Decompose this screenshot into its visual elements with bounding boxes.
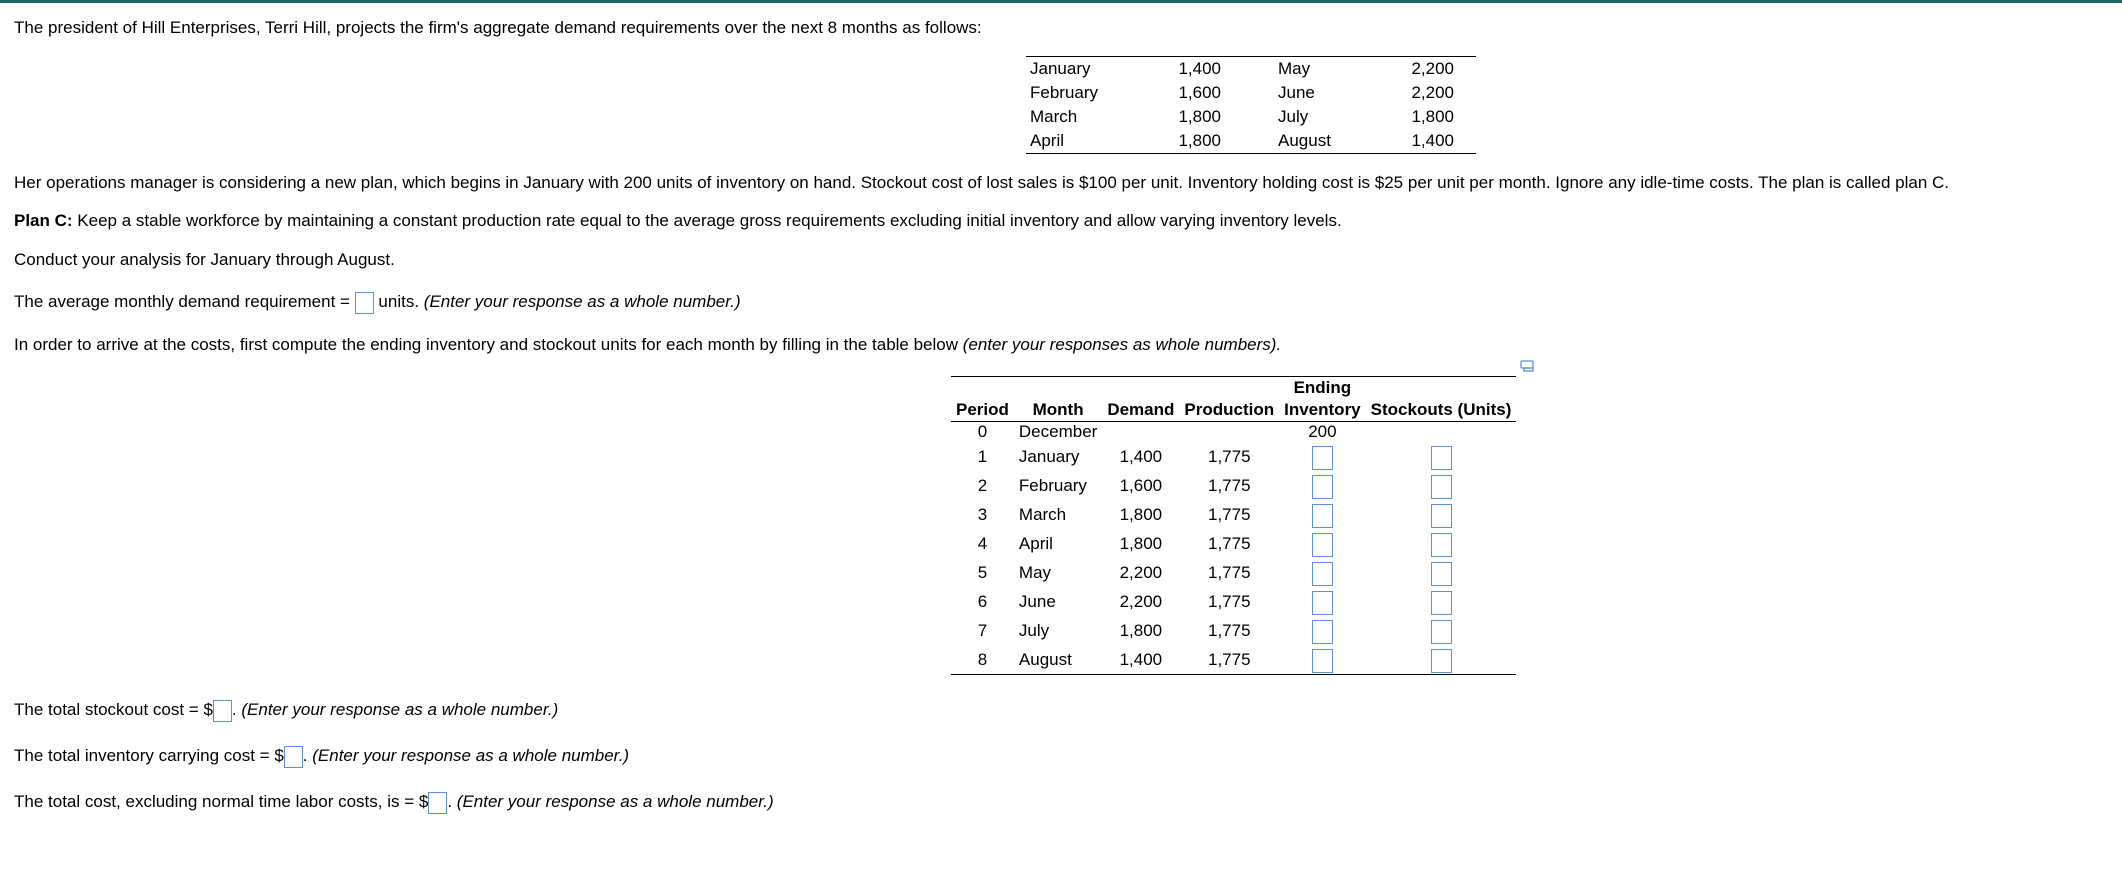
- period-cell: 8: [951, 645, 1014, 675]
- demand-month-right: August: [1221, 129, 1397, 154]
- month-cell: March: [1018, 505, 1067, 524]
- demand-value-right: 2,200: [1411, 83, 1454, 102]
- production-cell: 1,775: [1207, 505, 1251, 524]
- carrying-cost-prefix: The total inventory carrying cost = $: [14, 746, 284, 765]
- month-cell: August: [1014, 645, 1102, 675]
- demand-cell: 1,800: [1119, 534, 1163, 553]
- header-ending-top: Ending: [1279, 377, 1366, 400]
- stockout-cost-hint: (Enter your response as a whole number.): [241, 700, 559, 719]
- intro-text: The president of Hill Enterprises, Terri Hill, projects the firm's aggregate demand requirements over the next 8 months as follows:: [14, 18, 982, 37]
- stockouts-input[interactable]: [1431, 649, 1452, 673]
- stockouts-cell: [1366, 558, 1517, 587]
- demand-month-left: February: [1030, 83, 1099, 102]
- ending-inventory-cell: [1279, 500, 1366, 529]
- avg-demand-suffix: units.: [373, 292, 424, 311]
- period-cell: 5: [977, 563, 988, 582]
- ending-inventory-cell: [1279, 558, 1366, 587]
- table-row: [951, 471, 1516, 500]
- stockouts-input[interactable]: [1431, 620, 1452, 644]
- production-cell: 1,775: [1207, 592, 1251, 611]
- production-cell: 1,775: [1207, 476, 1251, 495]
- stockouts-cell: [1366, 645, 1517, 675]
- demand-value-right: 1,800: [1411, 107, 1454, 126]
- conduct-text: Conduct your analysis for January through August.: [14, 250, 395, 269]
- stockouts-cell: [1366, 616, 1517, 645]
- avg-demand-input[interactable]: [355, 292, 374, 314]
- total-cost-hint: (Enter your response as a whole number.): [456, 792, 774, 811]
- total-cost-suffix: .: [447, 792, 457, 811]
- total-cost-prefix: The total cost, excluding normal time labor costs, is = $: [14, 792, 429, 811]
- plan-label: Plan C:: [14, 211, 73, 230]
- avg-demand-hint: (Enter your response as a whole number.): [423, 292, 741, 311]
- demand-cell: 1,400: [1102, 645, 1179, 675]
- table-instruction: [14, 334, 1281, 356]
- carrying-cost-input[interactable]: [284, 746, 303, 768]
- header-production: Production: [1179, 399, 1279, 422]
- demand-row: [1026, 105, 1476, 129]
- print-icon[interactable]: [1520, 360, 1535, 372]
- demand-row: [1026, 57, 1476, 82]
- demand-month-right: June: [1278, 83, 1315, 102]
- demand-cell: 1,400: [1119, 447, 1163, 466]
- table-row: [951, 422, 1516, 443]
- avg-demand-question: [14, 291, 741, 314]
- stockout-cost-suffix: .: [231, 700, 242, 719]
- production-cell: 1,775: [1207, 447, 1251, 466]
- period-cell: 6: [977, 592, 988, 611]
- ending-inventory-input[interactable]: [1312, 620, 1333, 644]
- ending-inventory-input[interactable]: [1312, 533, 1333, 557]
- demand-row: [1026, 129, 1476, 154]
- ending-inventory-cell: [1279, 587, 1366, 616]
- table-instruction-text: In order to arrive at the costs, first compute the ending inventory and stockout units for each month by filling in the table below: [14, 335, 963, 354]
- demand-cell: 1,800: [1119, 505, 1163, 524]
- production-cell: 1,775: [1179, 645, 1279, 675]
- ending-inventory-input[interactable]: [1312, 504, 1333, 528]
- stockouts-cell: [1366, 500, 1517, 529]
- demand-cell: 1,800: [1119, 621, 1163, 640]
- production-cell: 1,775: [1207, 621, 1251, 640]
- month-cell: May: [1018, 563, 1052, 582]
- header-month: Month: [1014, 399, 1102, 422]
- ending-inventory-initial: 200: [1308, 422, 1337, 441]
- demand-month-left: January: [1026, 57, 1151, 82]
- table-row: [951, 529, 1516, 558]
- stockouts-cell: [1366, 587, 1517, 616]
- table-row: [951, 645, 1516, 675]
- period-cell: 3: [977, 505, 988, 524]
- stockouts-input[interactable]: [1431, 446, 1452, 470]
- demand-month-right: May: [1221, 57, 1397, 82]
- plan-text: Keep a stable workforce by maintaining a constant production rate equal to the average gross requirements excluding initial inventory and allow varying inventory levels.: [72, 211, 1342, 230]
- avg-demand-prefix: The average monthly demand requirement =: [14, 292, 350, 311]
- header-period: Period: [951, 399, 1014, 422]
- table-row: [951, 558, 1516, 587]
- table-row: [951, 616, 1516, 645]
- header-ending-inventory: Inventory: [1279, 399, 1366, 422]
- inventory-table: [951, 376, 1516, 675]
- carrying-cost-question: [14, 745, 629, 768]
- ending-inventory-cell: [1279, 529, 1366, 558]
- period-cell: 7: [977, 621, 988, 640]
- ending-inventory-input[interactable]: [1312, 649, 1333, 673]
- total-cost-question: [14, 791, 774, 814]
- production-cell: 1,775: [1207, 563, 1251, 582]
- stockouts-input[interactable]: [1431, 475, 1452, 499]
- period-cell: 4: [977, 534, 988, 553]
- demand-value-left: 1,800: [1151, 129, 1221, 154]
- table-row: [951, 587, 1516, 616]
- month-cell: December: [1018, 422, 1098, 441]
- table-row: [951, 500, 1516, 529]
- plan-description: [14, 210, 1342, 232]
- stockouts-cell: [1366, 442, 1517, 471]
- month-cell: January: [1018, 447, 1080, 466]
- ending-inventory-input[interactable]: [1312, 591, 1333, 615]
- demand-table: [1026, 56, 1476, 154]
- demand-value-right: 2,200: [1397, 57, 1476, 82]
- stockouts-cell: [1366, 471, 1517, 500]
- scenario-text: Her operations manager is considering a new plan, which begins in January with 200 units of inventory on hand. Stockout cost of lost sales is $100 per unit. Inventory holding cost is $25 per unit per month. Ignore any idle-time costs. The plan is called plan C.: [14, 173, 1949, 192]
- stockouts-input[interactable]: [1431, 562, 1452, 586]
- demand-value-left: 1,600: [1178, 83, 1221, 102]
- ending-inventory-input[interactable]: [1312, 475, 1333, 499]
- stockout-cost-prefix: The total stockout cost = $: [14, 700, 213, 719]
- month-cell: April: [1018, 534, 1053, 553]
- demand-cell: 2,200: [1119, 563, 1163, 582]
- ending-inventory-cell: [1279, 616, 1366, 645]
- ending-inventory-cell: [1279, 471, 1366, 500]
- stockouts-input[interactable]: [1431, 533, 1452, 557]
- demand-month-left: March: [1030, 107, 1078, 126]
- month-cell: February: [1018, 476, 1087, 495]
- stockout-cost-question: [14, 699, 558, 722]
- month-cell: June: [1018, 592, 1056, 611]
- stockout-cost-input[interactable]: [213, 700, 232, 722]
- demand-month-right: July: [1278, 107, 1309, 126]
- demand-value-right: 1,400: [1397, 129, 1476, 154]
- total-cost-input[interactable]: [428, 792, 447, 814]
- period-cell: 1: [977, 447, 988, 466]
- table-row: [951, 442, 1516, 471]
- stockouts-cell: [1366, 529, 1517, 558]
- period-cell: 0: [977, 422, 988, 441]
- table-instruction-hint: (enter your responses as whole numbers).: [962, 335, 1282, 354]
- carrying-cost-hint: (Enter your response as a whole number.): [312, 746, 630, 765]
- ending-inventory-input[interactable]: [1312, 562, 1333, 586]
- carrying-cost-suffix: .: [302, 746, 313, 765]
- header-demand: Demand: [1102, 399, 1179, 422]
- demand-row: [1026, 81, 1476, 105]
- demand-value-left: 1,800: [1178, 107, 1221, 126]
- stockouts-input[interactable]: [1431, 591, 1452, 615]
- ending-inventory-cell: [1279, 442, 1366, 471]
- month-cell: July: [1018, 621, 1050, 640]
- production-cell: 1,775: [1207, 534, 1251, 553]
- demand-cell: 2,200: [1119, 592, 1163, 611]
- demand-cell: 1,600: [1119, 476, 1163, 495]
- header-stockouts: Stockouts (Units): [1366, 399, 1517, 422]
- period-cell: 2: [977, 476, 988, 495]
- top-accent-bar: [0, 0, 2122, 3]
- ending-inventory-input[interactable]: [1312, 446, 1333, 470]
- ending-inventory-cell: [1279, 645, 1366, 675]
- stockouts-input[interactable]: [1431, 504, 1452, 528]
- demand-value-left: 1,400: [1151, 57, 1221, 82]
- demand-month-left: April: [1026, 129, 1151, 154]
